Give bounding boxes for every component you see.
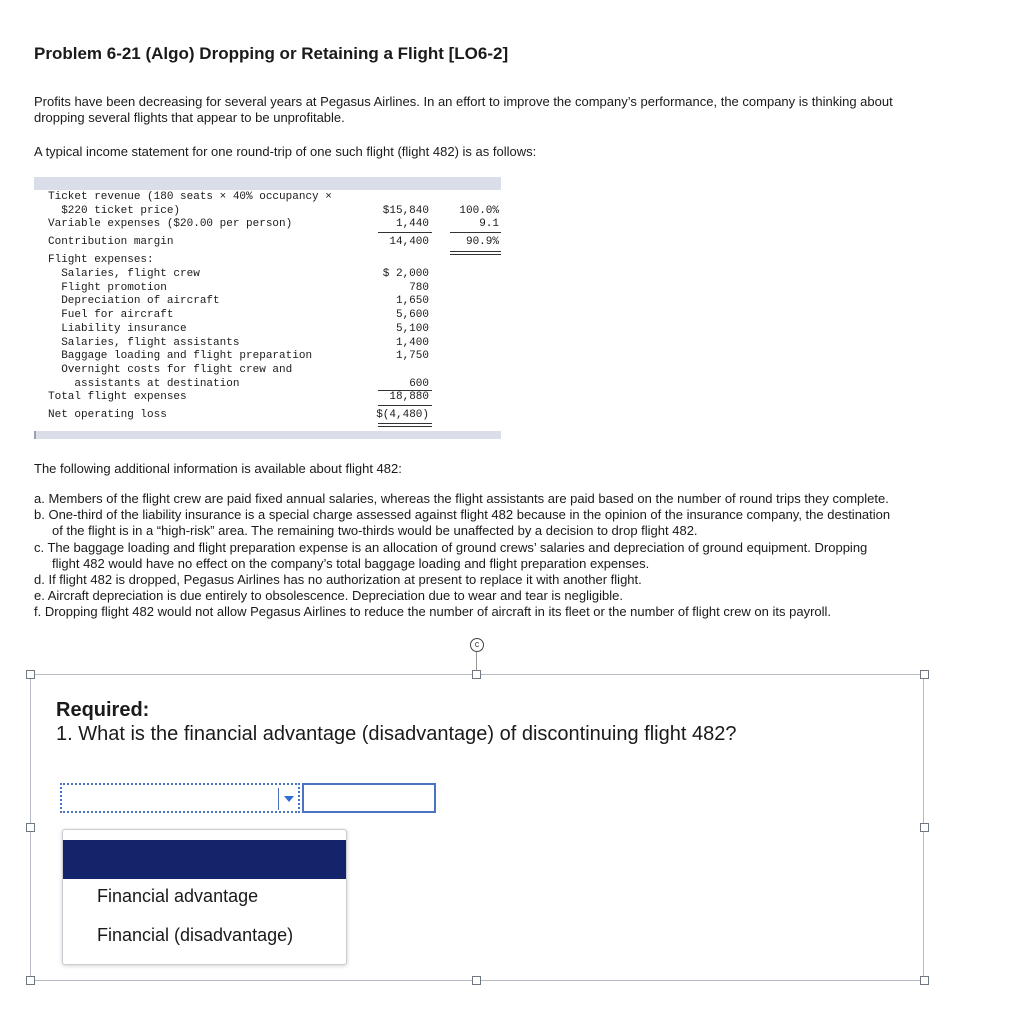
expense-label: Salaries, flight assistants [48, 336, 240, 349]
info-item-c: c. The baggage loading and flight preparation expense is an allocation of ground crews’ salaries and depreciation of ground equipment. Dropping flight 482 would have no effect on the company’s total baggage loading and flight preparation expenses. [34, 539, 868, 571]
contribution-margin-label: Contribution margin [48, 236, 174, 248]
resize-handle-bottom-right[interactable] [920, 976, 929, 985]
contribution-margin-percent: 90.9% [465, 236, 499, 248]
chevron-down-icon[interactable] [278, 788, 298, 810]
expense-label: Liability insurance [48, 322, 187, 335]
resize-handle-bottom-left[interactable] [26, 976, 35, 985]
dropdown-option-financial-advantage[interactable]: Financial advantage [97, 886, 259, 906]
double-underline-net-2 [378, 426, 432, 427]
info-item-e: e. Aircraft depreciation is due entirely to obsolescence. Depreciation due to wear and tear is negligible. [34, 588, 623, 604]
double-underline-percent-1 [450, 251, 501, 252]
expense-label: Overnight costs for flight crew and [48, 363, 293, 376]
table-top-bar [34, 177, 501, 190]
resize-handle-bottom-center[interactable] [472, 976, 481, 985]
info-item-d: d. If flight 482 is dropped, Pegasus Airlines has no authorization at present to replace it with another flight. [34, 572, 642, 588]
dropdown-option-financial-disadvantage[interactable]: Financial (disadvantage) [97, 925, 294, 945]
additional-info-list [34, 491, 894, 621]
variable-expenses-percent: 9.1 [479, 218, 499, 230]
flight-expenses-heading: Flight expenses: [48, 254, 154, 266]
underline-amount [378, 232, 432, 233]
resize-handle-top-right[interactable] [920, 670, 929, 679]
amount-input[interactable] [302, 783, 436, 813]
info-item-b: b. One-third of the liability insurance is a special charge assessed against flight 482 because in the opinion of the insurance company, the destination of the flight is in a “high-risk” area. The remaining two-thirds would be unaffected by a decision to drop flight 482. [34, 507, 891, 539]
statement-intro: A typical income statement for one round-trip of one such flight (flight 482) is as follows: [34, 144, 537, 159]
required-heading: Required: [56, 699, 150, 721]
expense-label: Baggage loading and flight preparation [48, 350, 313, 363]
advantage-dropdown[interactable] [60, 783, 300, 813]
total-flight-expenses-label: Total flight expenses [48, 391, 187, 403]
expense-amount: 600 [409, 377, 429, 390]
expense-label: Flight promotion [48, 281, 167, 294]
ticket-revenue-percent: 100.0% [459, 205, 499, 217]
info-item-a: a. Members of the flight crew are paid fixed annual salaries, whereas the flight assistants are paid based on the number of round trips they complete. [34, 491, 889, 506]
required-question: 1. What is the financial advantage (disadvantage) of discontinuing flight 482? [56, 723, 737, 745]
contribution-margin-amount: 14,400 [389, 236, 429, 248]
resize-handle-middle-left[interactable] [26, 823, 35, 832]
underline-percent [450, 232, 501, 233]
expense-amount: 5,600 [395, 309, 429, 322]
expense-amount: 1,400 [395, 336, 429, 349]
dropdown-menu [62, 829, 347, 965]
resize-handle-top-center[interactable] [472, 670, 481, 679]
table-bottom-bar [34, 431, 501, 439]
underline-net [378, 405, 432, 406]
resize-handle-top-left[interactable] [26, 670, 35, 679]
expense-label: Depreciation of aircraft [48, 295, 220, 308]
problem-title: Problem 6-21 (Algo) Dropping or Retaining a Flight [LO6-2] [34, 44, 509, 63]
ticket-revenue-amount: $15,840 [382, 205, 429, 217]
info-item-f: f. Dropping flight 482 would not allow Pegasus Airlines to reduce the number of aircraft in its fleet or the number of flight crew on its payroll. [34, 604, 832, 620]
resize-handle-middle-right[interactable] [920, 823, 929, 832]
double-underline-net-1 [378, 423, 432, 424]
expense-label: assistants at destination [48, 377, 240, 390]
net-operating-loss-amount: $(4,480) [376, 409, 429, 421]
expense-label: Fuel for aircraft [48, 309, 174, 322]
total-flight-expenses-amount: 18,880 [389, 391, 429, 403]
expense-amount: 5,100 [395, 322, 429, 335]
panel-resize-line [476, 652, 477, 672]
net-operating-loss-label: Net operating loss [48, 409, 167, 421]
rotate-handle-icon[interactable]: c [470, 638, 484, 652]
additional-info-intro: The following additional information is available about flight 482: [34, 461, 402, 476]
variable-expenses-label: Variable expenses ($20.00 per person) [48, 218, 293, 230]
expense-amount: 1,750 [395, 350, 429, 363]
expense-amount: 780 [409, 281, 429, 294]
ticket-revenue-label: Ticket revenue (180 seats × 40% occupancy × [48, 191, 332, 203]
expense-amount: 1,650 [395, 295, 429, 308]
double-underline-percent-2 [450, 254, 501, 255]
ticket-revenue-label-cont: $220 ticket price) [48, 205, 181, 217]
variable-expenses-amount: 1,440 [395, 218, 429, 230]
dropdown-option-blank-highlighted[interactable] [63, 840, 346, 879]
intro-paragraph: Profits have been decreasing for several years at Pegasus Airlines. In an effort to improve the company’s performance, the company is thinking about dropping several flights that appear to be unprofitable. [34, 94, 893, 125]
income-statement [34, 177, 501, 439]
expense-amount: $ 2,000 [382, 268, 429, 280]
expense-label: Salaries, flight crew [48, 268, 200, 280]
